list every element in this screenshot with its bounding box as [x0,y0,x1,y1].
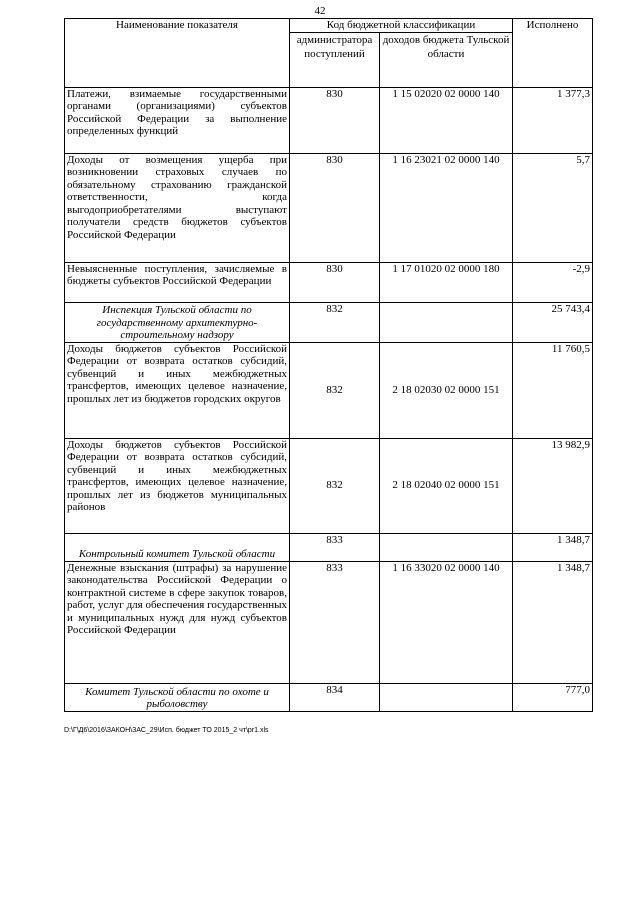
row-revenue-code: 2 18 02030 02 0000 151 [380,342,513,438]
row-admin-code: 832 [290,302,380,342]
row-name: Контрольный комитет Тульской области [65,533,290,561]
header-administrator: администратора поступлений [290,32,380,87]
row-name: Комитет Тульской области по охоте и рыболовству [65,683,290,711]
row-amount: -2,9 [513,262,593,302]
row-amount: 1 377,3 [513,87,593,153]
row-amount: 25 743,4 [513,302,593,342]
table-row [65,683,593,711]
header-indicator: Наименование показателя [65,19,290,88]
row-revenue-code: 1 15 02020 02 0000 140 [380,87,513,153]
table-row [65,87,593,153]
row-admin-code: 832 [290,342,380,438]
row-amount: 13 982,9 [513,438,593,533]
row-revenue-code: 2 18 02040 02 0000 151 [380,438,513,533]
table-row [65,262,593,302]
row-name: Инспекция Тульской области по государственному архитектурно-строительному надзору [65,302,290,342]
row-name: Доходы бюджетов субъектов Российской Федерации от возврата остатков субсидий, субвенций и иных межбюджетных трансфертов, имеющих целевое назначение, прошлых лет из бюджетов муниципальных районов [65,438,290,533]
row-revenue-code [380,302,513,342]
row-amount: 11 760,5 [513,342,593,438]
row-name: Денежные взыскания (штрафы) за нарушение законодательства Российской Федерации о контрактной системе в сфере закупок товаров, работ, услуг для обеспечения государственных и муниципальных нужд для нужд субъектов Российской Федерации [65,561,290,683]
file-path-footer: D:\Г\Д6\2016\ЗАКОН\ЗАС_29\Исп. бюджет ТО 2015_2 чт\pr1.xls [64,727,269,734]
row-admin-code: 830 [290,262,380,302]
row-admin-code: 833 [290,533,380,561]
row-amount: 1 348,7 [513,533,593,561]
table-row [65,438,593,533]
row-amount: 1 348,7 [513,561,593,683]
row-admin-code: 830 [290,87,380,153]
row-revenue-code [380,533,513,561]
header-revenue: доходов бюджета Тульской области [380,32,513,87]
row-admin-code: 830 [290,153,380,262]
header-row-1 [65,19,593,33]
table-row [65,533,593,561]
row-amount: 5,7 [513,153,593,262]
row-name: Доходы бюджетов субъектов Российской Федерации от возврата остатков субсидий, субвенций и иных межбюджетных трансфертов, имеющих целевое назначение, прошлых лет из бюджетов городских округов [65,342,290,438]
row-revenue-code [380,683,513,711]
row-revenue-code: 1 16 33020 02 0000 140 [380,561,513,683]
row-revenue-code: 1 16 23021 02 0000 140 [380,153,513,262]
table-row [65,302,593,342]
row-admin-code: 833 [290,561,380,683]
row-admin-code: 832 [290,438,380,533]
page-number: 42 [314,5,326,17]
row-amount: 777,0 [513,683,593,711]
row-revenue-code: 1 17 01020 02 0000 180 [380,262,513,302]
header-executed: Исполнено [513,19,593,88]
header-budget-code: Код бюджетной классификации [290,19,513,33]
row-name: Платежи, взимаемые государственными органами (организациями) субъектов Российской Федерации за выполнение определенных функций [65,87,290,153]
table-row [65,153,593,262]
row-admin-code: 834 [290,683,380,711]
row-name: Доходы от возмещения ущерба при возникновении страховых случаев по обязательному страхованию гражданской ответственности, когда выгодоприобретателями выступают получатели средств бюджетов субъектов Российской Федерации [65,153,290,262]
table-row [65,561,593,683]
table-row [65,342,593,438]
row-name: Невыясненные поступления, зачисляемые в бюджеты субъектов Российской Федерации [65,262,290,302]
budget-execution-table [64,18,593,712]
